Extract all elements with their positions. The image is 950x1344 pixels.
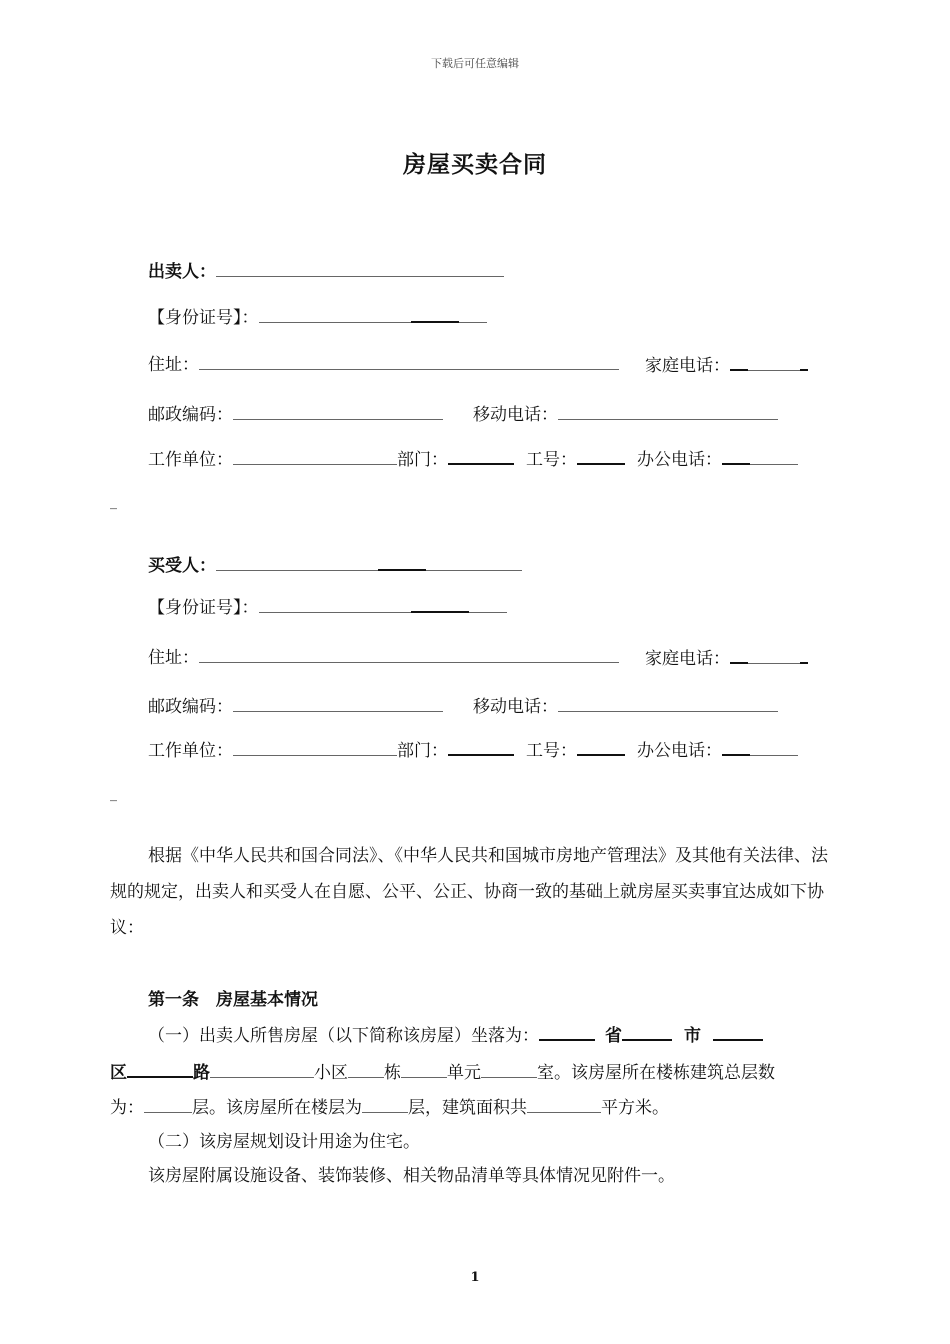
buyer-home-phone-blank[interactable] xyxy=(748,647,800,664)
buyer-home-phone-blank-dark[interactable] xyxy=(730,646,748,664)
province-blank[interactable] xyxy=(539,1023,595,1041)
community-label: 小区 xyxy=(314,1063,348,1083)
seller-id-row xyxy=(148,305,487,329)
seller-address-row xyxy=(148,353,619,376)
unit-label: 单元 xyxy=(447,1063,481,1083)
seller-postcode-blank[interactable] xyxy=(233,403,443,420)
buyer-label: 买受人： xyxy=(148,556,216,576)
buyer-home-phone-blank-end[interactable] xyxy=(800,646,808,664)
buyer-address-row xyxy=(148,646,619,669)
seller-id-blank[interactable] xyxy=(259,306,411,323)
buyer-dept-label: 部门： xyxy=(397,741,448,761)
road-blank[interactable] xyxy=(127,1060,193,1078)
buyer-work-unit-blank[interactable] xyxy=(233,739,397,756)
community-blank[interactable] xyxy=(210,1061,314,1078)
header-note: 下载后可任意编辑 xyxy=(431,57,519,70)
buyer-name-blank[interactable] xyxy=(216,554,378,571)
buyer-mobile-label: 移动电话： xyxy=(473,697,558,717)
seller-work-unit-blank[interactable] xyxy=(233,448,397,465)
seller-home-phone-label: 家庭电话： xyxy=(645,356,730,376)
seller-office-phone-label: 办公电话： xyxy=(637,450,722,470)
buyer-id-blank[interactable] xyxy=(259,596,411,613)
seller-office-phone-blank-dark[interactable] xyxy=(722,447,750,465)
total-floors-blank[interactable] xyxy=(144,1096,192,1113)
page-number: 1 xyxy=(470,1270,480,1285)
buyer-postcode-label: 邮政编码： xyxy=(148,697,233,717)
building-blank[interactable] xyxy=(348,1061,384,1078)
buyer-name-blank-dark[interactable] xyxy=(378,553,426,571)
seller-office-phone-blank[interactable] xyxy=(750,448,798,465)
district-blank-a[interactable] xyxy=(713,1023,727,1041)
province-label: 省 xyxy=(605,1026,622,1046)
sqm-label: 平方米。 xyxy=(601,1098,669,1118)
intro-paragraph: 根据《中华人民共和国合同法》、《中华人民共和国城市房地产管理法》及其他有关法律、法规的规定，出卖人和买受人在自愿、公平、公正、协商一致的基础上就房屋买卖事宜达成如下协议： xyxy=(110,846,828,938)
article1-item3: 该房屋附属设施设备、装饰装修、相关物品清单等具体情况见附件一。 xyxy=(148,1166,675,1186)
building-label: 栋 xyxy=(384,1063,401,1083)
district-blank-b[interactable] xyxy=(727,1023,763,1041)
buyer-address-label: 住址： xyxy=(148,648,199,668)
article1-item1-line1 xyxy=(148,1023,763,1047)
seller-work-row xyxy=(148,447,798,471)
buyer-id-blank-dark[interactable] xyxy=(411,595,469,613)
document-title: 房屋买卖合同 xyxy=(403,152,547,178)
article1-item1-line3 xyxy=(110,1096,669,1119)
road-label: 路 xyxy=(193,1063,210,1083)
seller-mobile-blank[interactable] xyxy=(558,403,778,420)
buyer-home-phone-label: 家庭电话： xyxy=(645,649,730,669)
seller-id-blank-dark[interactable] xyxy=(411,305,459,323)
buyer-office-phone-blank-dark[interactable] xyxy=(722,738,750,756)
seller-postcode-row xyxy=(148,403,443,426)
seller-work-unit-label: 工作单位： xyxy=(148,450,233,470)
buyer-postcode-row xyxy=(148,695,443,718)
buyer-job-no-label: 工号： xyxy=(526,741,577,761)
room-blank[interactable] xyxy=(481,1061,537,1078)
buyer-home-phone-row xyxy=(645,646,808,670)
city-label: 市 xyxy=(684,1026,701,1046)
buyer-name-blank-tail[interactable] xyxy=(426,554,522,571)
seller-dash-mark: _ xyxy=(110,494,117,510)
buyer-dept-blank[interactable] xyxy=(448,738,514,756)
city-blank[interactable] xyxy=(622,1023,672,1041)
buyer-office-phone-label: 办公电话： xyxy=(637,741,722,761)
area-blank[interactable] xyxy=(527,1096,601,1113)
total-floors-prefix: 为： xyxy=(110,1098,144,1118)
seller-id-blank-tail[interactable] xyxy=(459,306,487,323)
seller-job-no-blank[interactable] xyxy=(577,447,625,465)
buyer-postcode-blank[interactable] xyxy=(233,695,443,712)
floor-word: 层。该房屋所在楼层为 xyxy=(192,1098,362,1118)
buyer-mobile-row xyxy=(473,695,778,718)
seller-postcode-label: 邮政编码： xyxy=(148,405,233,425)
seller-label: 出卖人： xyxy=(148,262,216,282)
floor-word2: 层，建筑面积共 xyxy=(408,1098,527,1118)
seller-row xyxy=(148,260,504,283)
room-label: 室。该房屋所在楼栋建筑总层数 xyxy=(537,1063,775,1083)
buyer-id-row xyxy=(148,595,507,619)
buyer-row xyxy=(148,553,522,577)
seller-mobile-row xyxy=(473,403,778,426)
buyer-id-label: 【身份证号】： xyxy=(148,598,259,618)
seller-home-phone-blank[interactable] xyxy=(748,354,800,371)
seller-home-phone-blank-dark[interactable] xyxy=(730,353,748,371)
seller-job-no-label: 工号： xyxy=(526,450,577,470)
buyer-work-unit-label: 工作单位： xyxy=(148,741,233,761)
buyer-address-blank[interactable] xyxy=(199,646,619,663)
buyer-id-blank-tail[interactable] xyxy=(469,596,507,613)
buyer-office-phone-blank[interactable] xyxy=(750,739,798,756)
article1-heading: 第一条 房屋基本情况 xyxy=(148,990,318,1010)
seller-home-phone-blank-end[interactable] xyxy=(800,353,808,371)
article1-item2: （二）该房屋规划设计用途为住宅。 xyxy=(148,1132,420,1152)
article1-item1-line2 xyxy=(110,1060,775,1084)
district-label: 区 xyxy=(110,1063,127,1083)
seller-home-phone-row xyxy=(645,353,808,377)
floor-blank[interactable] xyxy=(362,1096,408,1113)
unit-blank[interactable] xyxy=(401,1061,447,1078)
buyer-mobile-blank[interactable] xyxy=(558,695,778,712)
buyer-dash-mark: _ xyxy=(110,786,117,802)
buyer-work-row xyxy=(148,738,798,762)
seller-id-label: 【身份证号】： xyxy=(148,308,259,328)
seller-dept-blank[interactable] xyxy=(448,447,514,465)
seller-name-blank[interactable] xyxy=(216,260,504,277)
buyer-job-no-blank[interactable] xyxy=(577,738,625,756)
seller-mobile-label: 移动电话： xyxy=(473,405,558,425)
article1-item1-prefix: （一）出卖人所售房屋（以下简称该房屋）坐落为： xyxy=(148,1026,539,1046)
seller-address-blank[interactable] xyxy=(199,353,619,370)
seller-address-label: 住址： xyxy=(148,355,199,375)
seller-dept-label: 部门： xyxy=(397,450,448,470)
